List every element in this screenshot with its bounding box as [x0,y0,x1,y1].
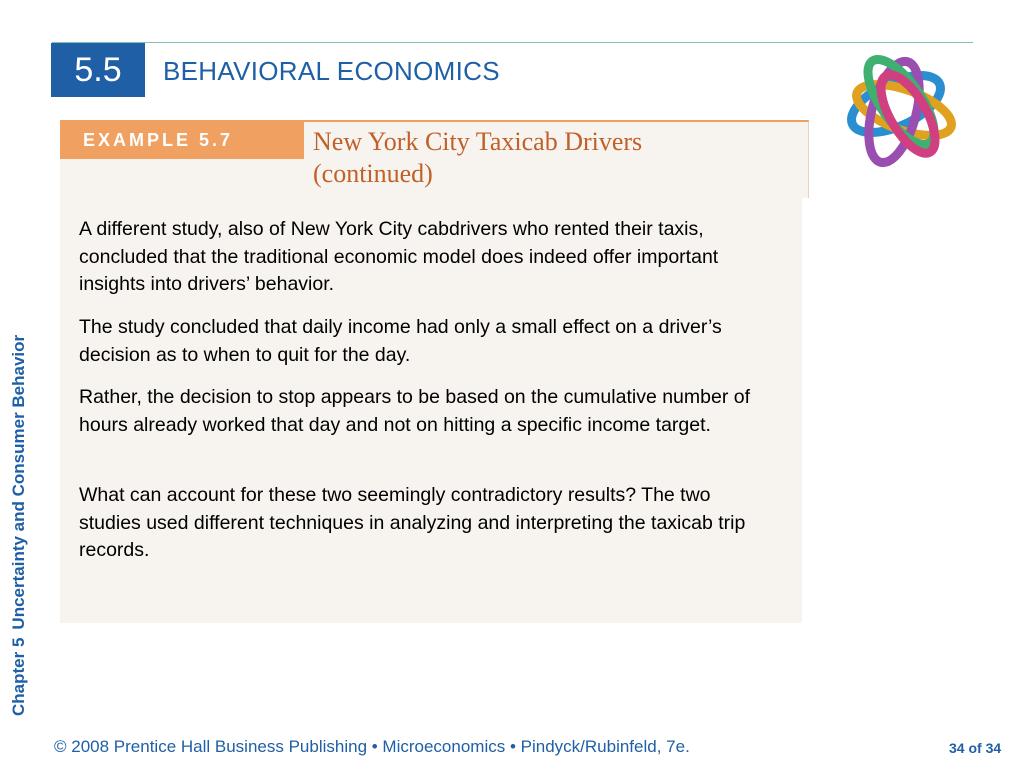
paragraph: The study concluded that daily income had only a small effect on a driver’s decision as to when to quit for the day. [79,316,722,366]
example-content-panel [60,197,802,623]
chapter-side-label [9,335,29,716]
example-title-line2: (continued) [313,159,433,188]
paragraph: A different study, also of New York City cabdrivers who rented their taxis, concluded that the traditional economic model does indeed offer important insights into drivers’ behavior. [79,218,719,295]
section-number: 5.5 [51,43,145,97]
footer-copyright: © 2008 Prentice Hall Business Publishing • Microeconomics • Pindyck/Rubinfeld, 7e. [54,737,690,756]
paragraph: Rather, the decision to stop appears to be based on the cumulative number of hours already worked that day and not on hitting a specific income target. [79,386,751,436]
example-title [313,126,783,190]
example-label: EXAMPLE 5.7 [60,122,304,159]
chapter-number: Chapter 5 [9,637,28,716]
example-header [60,120,809,198]
paragraph: What can account for these two seemingly contradictory results? The two studies used different techniques in analyzing and interpreting the taxicab trip records. [79,484,746,561]
interlocking-rings-logo [826,42,976,177]
example-title-line1: New York City Taxicab Drivers [313,127,643,156]
chapter-title: Uncertainty and Consumer Behavior [9,334,28,630]
page-number: 34 of 34 [949,740,1002,756]
slide-title: BEHAVIORAL ECONOMICS [163,56,500,86]
